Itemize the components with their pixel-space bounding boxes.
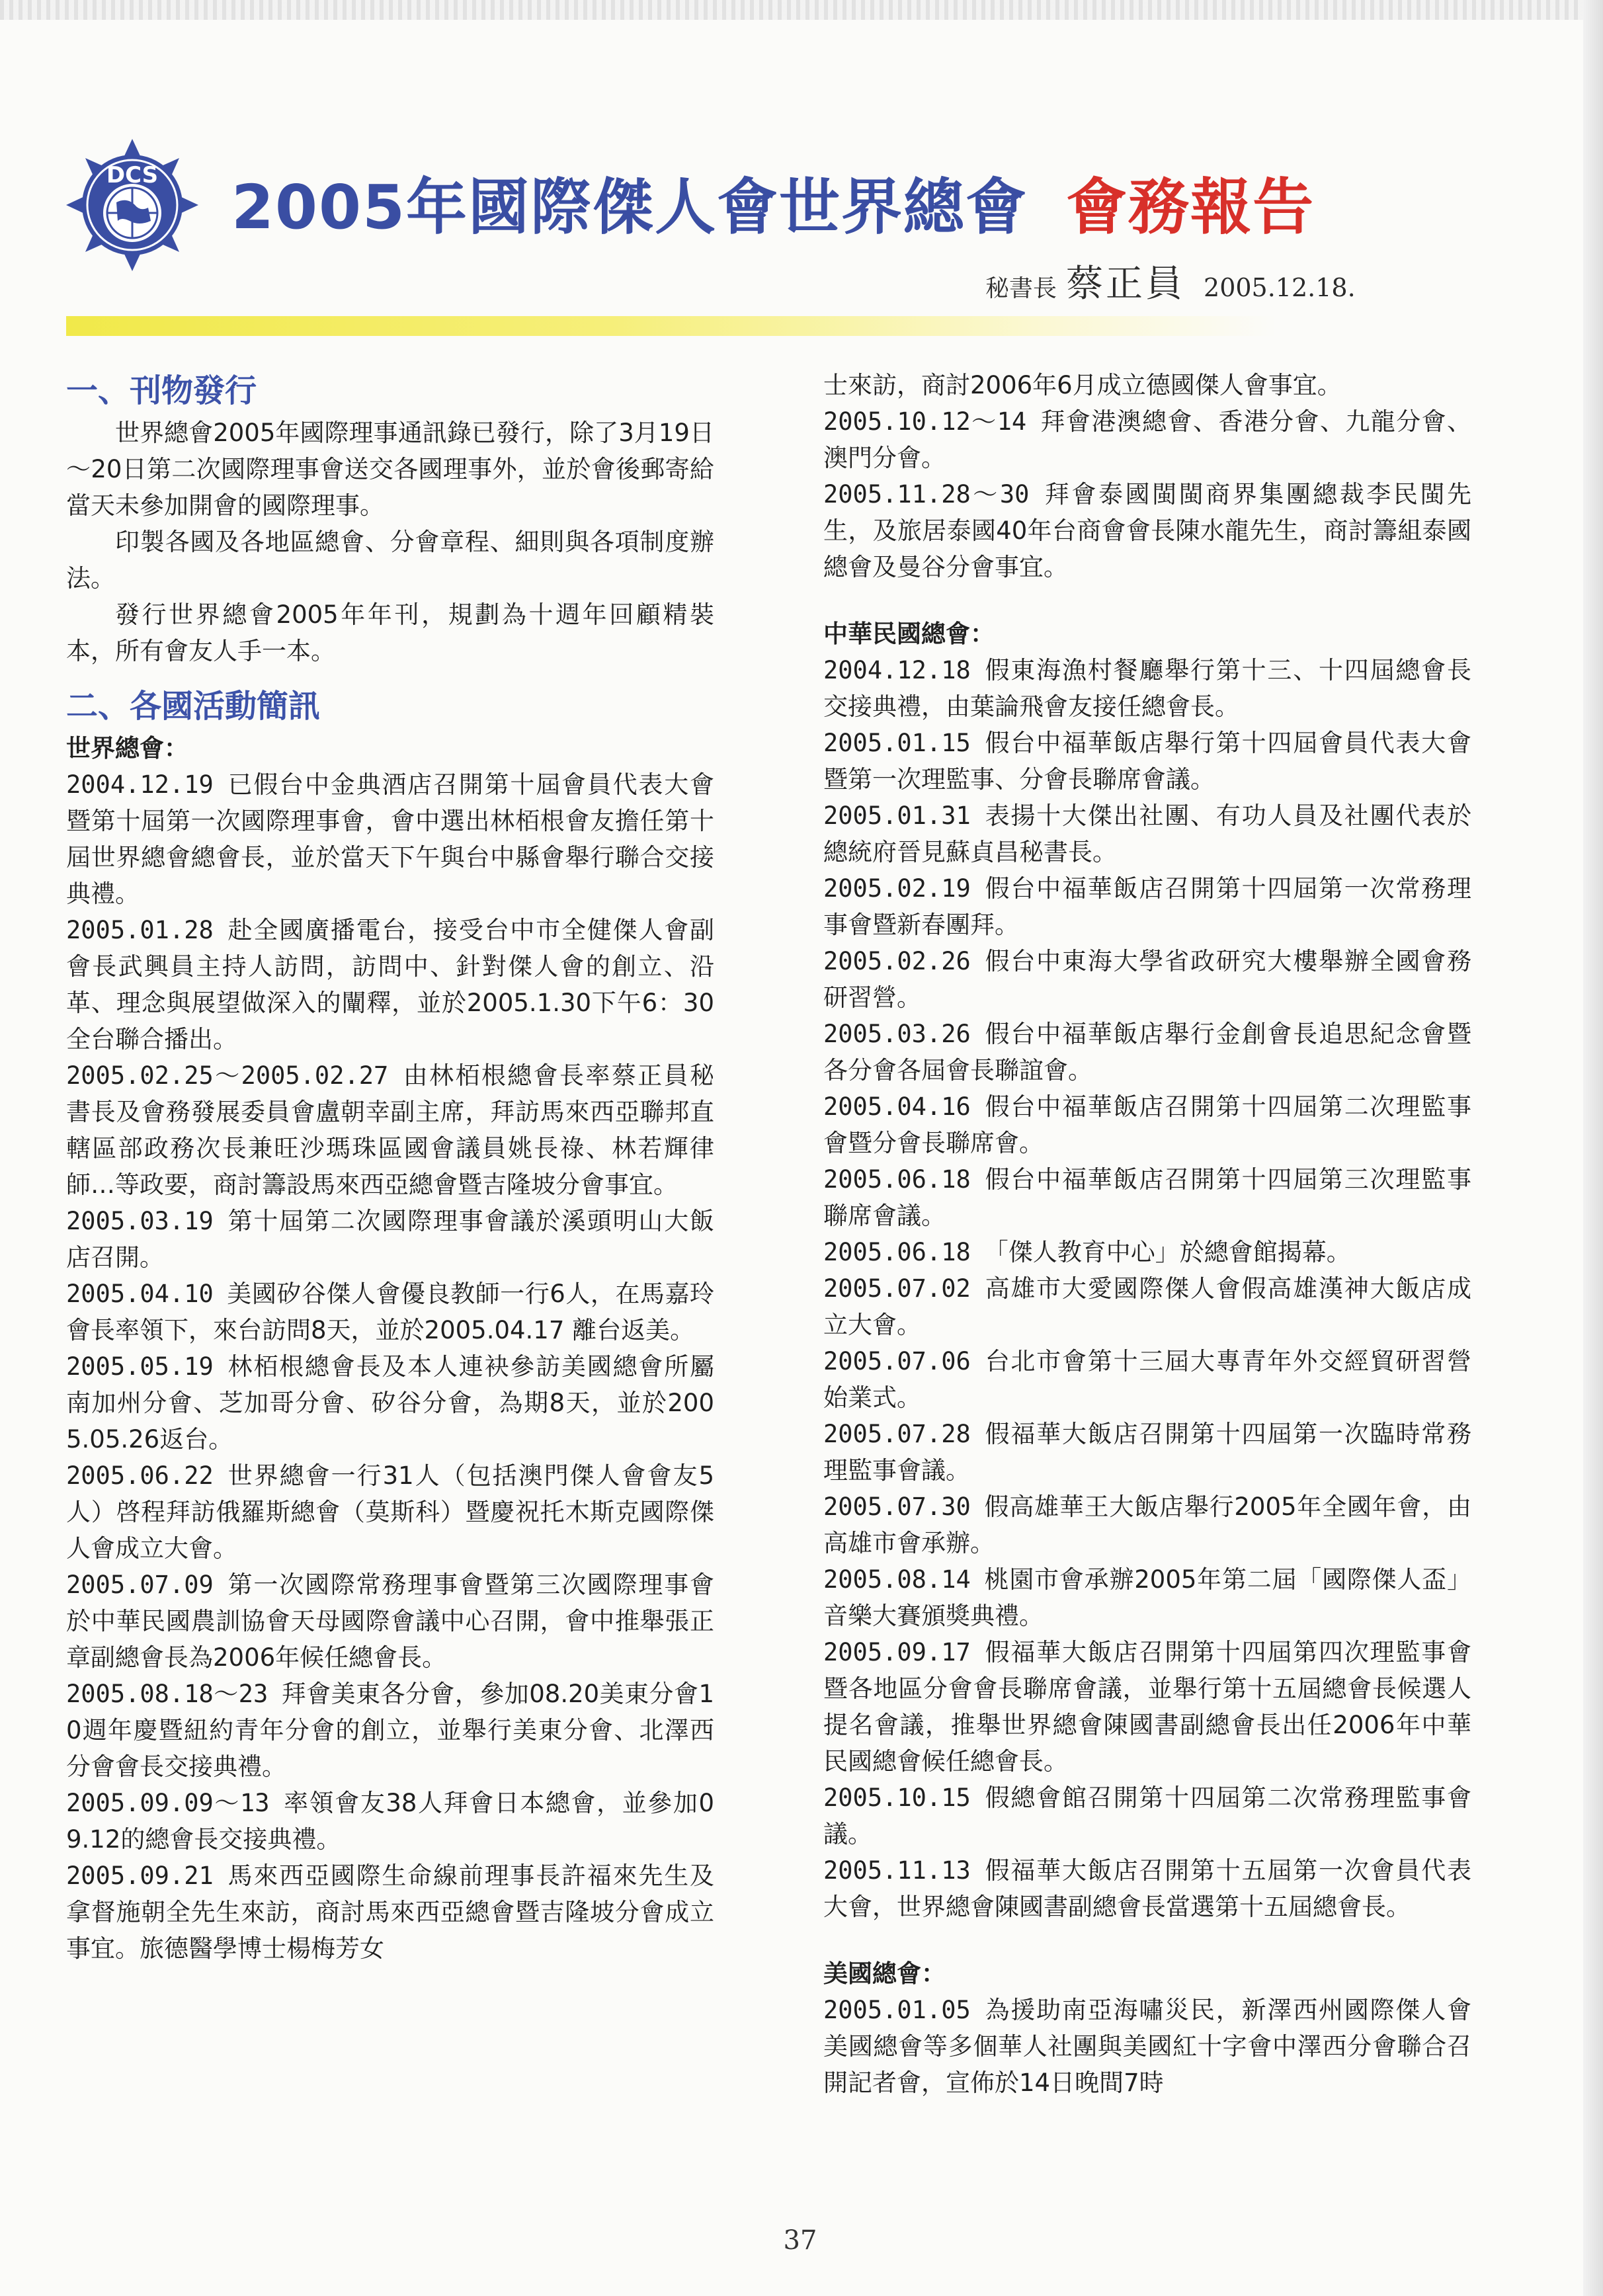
- activity-date: 2005.11.28～30: [823, 480, 1030, 509]
- activity-text: 林栢根總會長及本人連袂參訪美國總會所屬南加州分會、芝加哥分會、矽谷分會，為期8天，並於2005.05.26返台。: [66, 1352, 714, 1454]
- activity-text: 假福華大飯店召開第十四屆第一次臨時常務理監事會議。: [823, 1420, 1471, 1485]
- world-activity-list: [66, 766, 714, 1967]
- report-title-main: 2005年國際傑人會世界總會: [231, 172, 1028, 243]
- activity-date: 2005.01.05: [823, 1996, 971, 2024]
- activity-entry: [823, 1016, 1471, 1088]
- activity-date: 2005.10.15: [823, 1784, 971, 1812]
- page-top-scan-edge: [0, 0, 1603, 20]
- activity-text: 假福華大飯店召開第十四屆第四次理監事會暨各地區分會會長聯席會議，並舉行第十五屆總會長候選人提名會議，推舉世界總會陳國書副總會長出任2006年中華民國總會候任總會長。: [823, 1638, 1471, 1776]
- activity-text: 假東海漁村餐廳舉行第十三、十四屆總會長交接典禮，由葉論飛會友接任總會長。: [823, 656, 1471, 721]
- right-column: [823, 367, 1471, 2101]
- activity-text: 假總會館召開第十四屆第二次常務理監事會議。: [823, 1784, 1471, 1848]
- activity-entry: [66, 1785, 714, 1858]
- roc-activity-list: [823, 652, 1471, 1925]
- activity-text: 第一次國際常務理事會暨第三次國際理事會於中華民國農訓協會天母國際會議中心召開，會中推舉張正章副總會長為2006年候任總會長。: [66, 1571, 714, 1672]
- activity-entry: [66, 912, 714, 1057]
- activity-date: 2005.09.21: [66, 1862, 214, 1890]
- title-underline-band: [66, 316, 1276, 336]
- left-column: [66, 367, 714, 1967]
- activity-entry: [66, 1676, 714, 1785]
- activity-text: 美國矽谷傑人會優良教師一行6人，在馬嘉玲會長率領下，來台訪問8天，並於2005.04.17 離台返美。: [66, 1280, 714, 1344]
- activity-text: 表揚十大傑出社團、有功人員及社團代表於總統府晉見蘇貞昌秘書長。: [823, 801, 1471, 866]
- byline-name: 蔡正員: [1066, 263, 1186, 306]
- activity-entry: [66, 1276, 714, 1348]
- activity-text: 已假台中金典酒店召開第十屆會員代表大會暨第十屆第一次國際理事會，會中選出林栢根會友擔任第十屆世界總會總會長，並於當天下午與台中縣會舉行聯合交接典禮。: [66, 770, 714, 908]
- activity-text: 假福華大飯店召開第十五屆第一次會員代表大會，世界總會陳國書副總會長當選第十五屆總會長。: [823, 1856, 1471, 1921]
- activity-date: 2005.07.30: [823, 1493, 971, 1521]
- activity-date: 2004.12.18: [823, 656, 971, 684]
- activity-date: 2005.04.10: [66, 1280, 214, 1308]
- activity-entry: [66, 1457, 714, 1567]
- activity-text: 假台中福華飯店舉行第十四屆會員代表大會暨第一次理監事、分會長聯席會議。: [823, 729, 1471, 794]
- activity-text: 世界總會一行31人（包括澳門傑人會會友5人）啓程拜訪俄羅斯總會（莫斯科）暨慶祝托木斯克國際傑人會成立大會。: [66, 1461, 714, 1563]
- activity-entry: [823, 1561, 1471, 1634]
- activity-text: 拜會港澳總會、香港分會、九龍分會、澳門分會。: [823, 407, 1472, 472]
- activity-text: 拜會泰國閩閩商界集團總裁李民閩先生，及旅居泰國40年台商會會長陳水龍先生，商討籌組泰國總會及曼谷分會事宜。: [823, 480, 1472, 581]
- activity-date: 2005.07.06: [823, 1347, 971, 1375]
- activity-text: 假台中東海大學省政研究大樓舉辦全國會務研習營。: [823, 947, 1471, 1012]
- activity-text: 馬來西亞國際生命線前理事長許福來先生及拿督施朝全先生來訪，商討馬來西亞總會暨吉隆坡分會成立事宜。旅德醫學博士楊梅芳女: [66, 1862, 714, 1963]
- activity-entry: [823, 870, 1471, 943]
- activity-entry: [66, 1348, 714, 1457]
- activity-entry: [66, 1057, 714, 1203]
- continued-entry-text: 士來訪，商討2006年6月成立德國傑人會事宜。: [823, 371, 1342, 399]
- dcs-logo: [66, 139, 198, 271]
- activity-date: 2005.06.22: [66, 1461, 214, 1490]
- activity-text: 假台中福華飯店召開第十四屆第三次理監事聯席會議。: [823, 1165, 1471, 1230]
- activity-date: 2004.12.19: [66, 770, 214, 799]
- activity-entry: [823, 798, 1471, 870]
- activity-entry: [823, 725, 1471, 798]
- activity-entry: [823, 403, 1471, 476]
- activity-text: 假台中福華飯店舉行金創會長追思紀念會暨各分會各屆會長聯誼會。: [823, 1020, 1471, 1085]
- activity-entry: [66, 1203, 714, 1276]
- activity-text: 假高雄華王大飯店舉行2005年全國年會，由高雄市會承辦。: [823, 1493, 1471, 1557]
- activity-entry: [823, 1416, 1471, 1489]
- activity-text: 桃園市會承辦2005年第二屆「國際傑人盃」音樂大賽頒獎典禮。: [823, 1565, 1471, 1630]
- activity-date: 2005.06.18: [823, 1238, 971, 1266]
- group-heading-roc: 中華民國總會：: [823, 620, 995, 648]
- activity-date: 2005.03.26: [823, 1020, 971, 1048]
- activity-date: 2005.04.16: [823, 1092, 971, 1121]
- activity-entry: [66, 1567, 714, 1676]
- activity-entry: [823, 1161, 1471, 1234]
- activity-entry: [823, 1634, 1471, 1780]
- section-heading-publications: 一、刊物發行: [66, 372, 257, 409]
- activity-text: 第十屆第二次國際理事會議於溪頭明山大飯店召開。: [66, 1207, 714, 1272]
- activity-text: 赴全國廣播電台，接受台中市全健傑人會副會長武興員主持人訪問，訪問中、針對傑人會的創立、沿革、理念與展望做深入的闡釋，並於2005.1.30下午6：30全台聯合播出。: [66, 916, 714, 1053]
- activity-text: 拜會美東各分會，參加08.20美東分會10週年慶暨紐約青年分會的創立，並舉行美東分會、北澤西分會會長交接典禮。: [66, 1680, 715, 1781]
- activity-text: 為援助南亞海嘯災民，新澤西州國際傑人會美國總會等多個華人社團與美國紅十字會中澤西分會聯合召開記者會，宣佈於14日晚間7時: [823, 1996, 1471, 2097]
- activity-entry: [823, 943, 1471, 1016]
- activity-text: 率領會友38人拜會日本總會，並參加09.12的總會長交接典禮。: [66, 1789, 715, 1854]
- activity-entry: [66, 1858, 714, 1967]
- activity-date: 2005.01.31: [823, 801, 971, 830]
- activity-entry: [823, 1992, 1471, 2101]
- publication-paragraph: 印製各國及各地區總會、分會章程、細則與各項制度辦法。: [66, 528, 714, 593]
- logo-text: DCS: [106, 162, 159, 188]
- activity-date: 2005.03.19: [66, 1207, 214, 1235]
- activity-date: 2005.07.28: [823, 1420, 971, 1448]
- activity-entry: [823, 1088, 1471, 1161]
- activity-date: 2005.08.14: [823, 1565, 971, 1594]
- activity-text: 假台中福華飯店召開第十四屆第一次常務理事會暨新春團拜。: [823, 874, 1471, 939]
- byline-role: 秘書長: [985, 275, 1057, 302]
- activity-date: 2005.02.26: [823, 947, 971, 975]
- section-heading-activities: 二、各國活動簡訊: [66, 688, 321, 725]
- activity-text: 由林栢根總會長率蔡正員秘書長及會務發展委員會盧朝幸副主席，拜訪馬來西亞聯邦直轄區部政務次長兼旺沙瑪珠區國會議員姚長祿、林若輝律師…等政要，商討籌設馬來西亞總會暨吉隆坡分會事宜。: [66, 1061, 714, 1199]
- activity-entry: [823, 1489, 1471, 1561]
- author-byline: [985, 255, 1356, 308]
- group-heading-usa: 美國總會：: [823, 1959, 946, 1988]
- page-number: 37: [783, 2225, 817, 2256]
- activity-date: 2005.01.15: [823, 729, 971, 757]
- activity-entry: [823, 1852, 1471, 1925]
- activity-date: 2005.07.09: [66, 1571, 214, 1599]
- activity-date: 2005.05.19: [66, 1352, 214, 1381]
- activity-text: 高雄市大愛國際傑人會假高雄漢神大飯店成立大會。: [823, 1274, 1471, 1339]
- activity-entry: [823, 1780, 1471, 1852]
- activity-text: 台北市會第十三屆大專青年外交經貿研習營始業式。: [823, 1347, 1471, 1412]
- activity-entry: [823, 1270, 1471, 1343]
- activity-entry: [823, 1234, 1471, 1270]
- activity-date: 2005.11.13: [823, 1856, 971, 1885]
- activity-date: 2005.10.12～14: [823, 407, 1027, 436]
- activity-date: 2005.08.18～23: [66, 1680, 268, 1708]
- activity-date: 2005.02.19: [823, 874, 971, 903]
- activity-date: 2005.01.28: [66, 916, 214, 944]
- activity-date: 2005.06.18: [823, 1165, 971, 1194]
- byline-date: 2005.12.18.: [1204, 273, 1356, 302]
- activity-entry: [66, 766, 714, 912]
- activity-text: 假台中福華飯店召開第十四屆第二次理監事會暨分會長聯席會。: [823, 1092, 1471, 1157]
- world-activity-list-continued: [823, 403, 1471, 585]
- usa-activity-list: [823, 1992, 1471, 2101]
- activity-date: 2005.07.02: [823, 1274, 971, 1303]
- activity-date: 2005.09.09～13: [66, 1789, 270, 1817]
- activity-text: 「傑人教育中心」於總會館揭幕。: [983, 1238, 1351, 1266]
- activity-entry: [823, 1343, 1471, 1416]
- activity-entry: [823, 652, 1471, 725]
- group-heading-world: 世界總會：: [66, 734, 188, 762]
- activity-entry: [823, 476, 1471, 585]
- activity-date: 2005.09.17: [823, 1638, 971, 1666]
- page-right-scan-edge: [1583, 0, 1603, 2296]
- report-title-accent: 會務報告: [1066, 172, 1315, 243]
- publication-paragraph: 發行世界總會2005年年刊，規劃為十週年回顧精裝本，所有會友人手一本。: [66, 600, 714, 665]
- report-title: [231, 159, 1315, 246]
- activity-date: 2005.02.25～2005.02.27: [66, 1061, 389, 1090]
- publication-paragraph: 世界總會2005年國際理事通訊錄已發行，除了3月19日～20日第二次國際理事會送交各國理事外，並於會後郵寄給當天未參加開會的國際理事。: [66, 419, 714, 520]
